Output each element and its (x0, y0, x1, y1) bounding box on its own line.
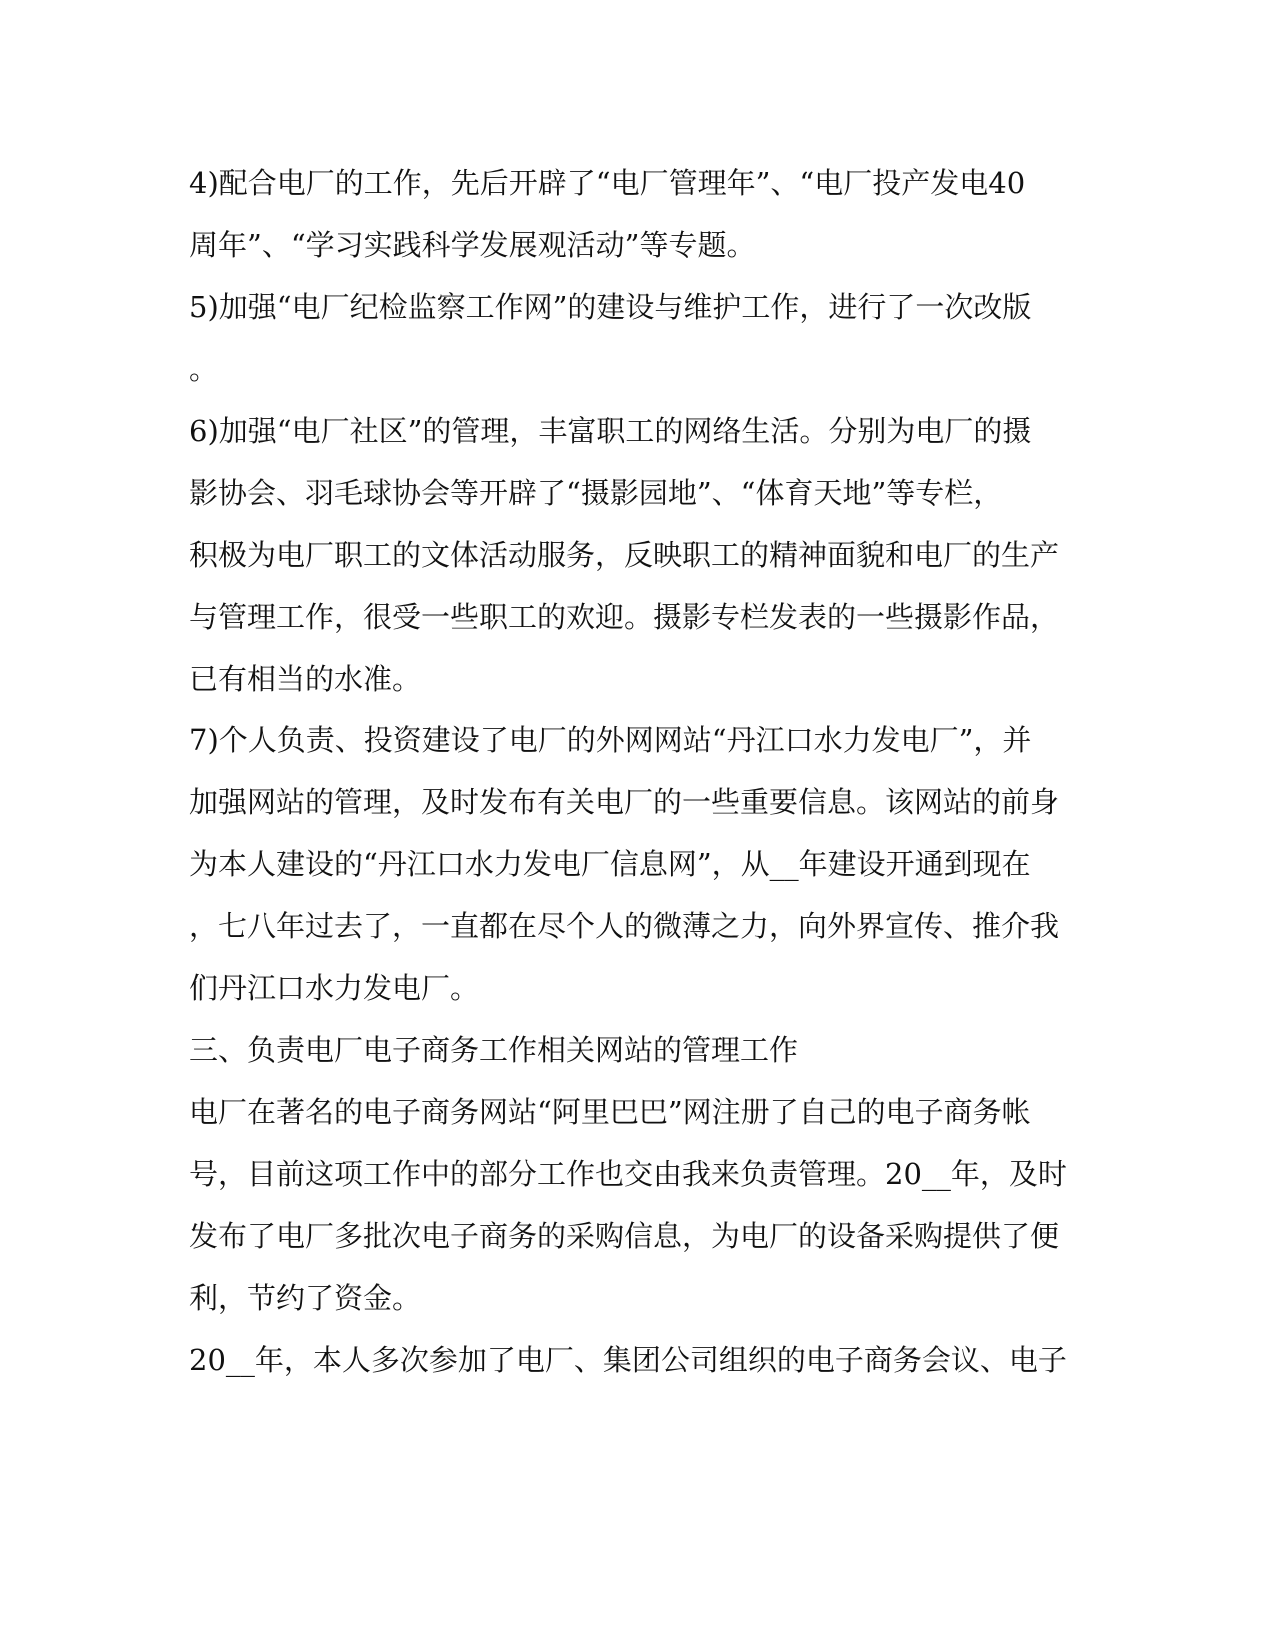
text-line: 影协会、羽毛球协会等开辟了“摄影园地”、“体育天地”等专栏， (189, 476, 1003, 510)
text-line: 电厂在著名的电子商务网站“阿里巴巴”网注册了自己的电子商务帐 (189, 1095, 1031, 1129)
text-line: 周年”、“学习实践科学发展观活动”等专题。 (189, 228, 756, 262)
text-line: 4)配合电厂的工作，先后开辟了“电厂管理年”、“电厂投产发电40 (189, 166, 1026, 200)
text-line: 号，目前这项工作中的部分工作也交由我来负责管理。20__年，及时 (189, 1157, 1067, 1191)
text-line: 5)加强“电厂纪检监察工作网”的建设与维护工作，进行了一次改版 (189, 290, 1032, 324)
text-line: 利，节约了资金。 (189, 1281, 422, 1315)
text-line: 发布了电厂多批次电子商务的采购信息，为电厂的设备采购提供了便 (189, 1219, 1060, 1253)
text-line: 20__年，本人多次参加了电厂、集团公司组织的电子商务会议、电子 (189, 1343, 1067, 1377)
text-line: 7)个人负责、投资建设了电厂的外网网站“丹江口水力发电厂”，并 (189, 723, 1032, 757)
text-line: 加强网站的管理，及时发布有关电厂的一些重要信息。该网站的前身 (189, 785, 1060, 819)
text-line: 6)加强“电厂社区”的管理，丰富职工的网络生活。分别为电厂的摄 (189, 414, 1032, 448)
section-heading: 三、负责电厂电子商务工作相关网站的管理工作 (189, 1033, 799, 1067)
text-line: 积极为电厂职工的文体活动服务，反映职工的精神面貌和电厂的生产 (189, 538, 1060, 572)
text-line: ，七八年过去了，一直都在尽个人的微薄之力，向外界宣传、推介我 (189, 909, 1060, 943)
text-line: 与管理工作，很受一些职工的欢迎。摄影专栏发表的一些摄影作品， (189, 600, 1060, 634)
text-line: 为本人建设的“丹江口水力发电厂信息网”，从__年建设开通到现在 (189, 847, 1031, 881)
text-line: 。 (189, 352, 219, 386)
text-line: 已有相当的水准。 (189, 662, 422, 696)
text-line: 们丹江口水力发电厂。 (189, 971, 480, 1005)
